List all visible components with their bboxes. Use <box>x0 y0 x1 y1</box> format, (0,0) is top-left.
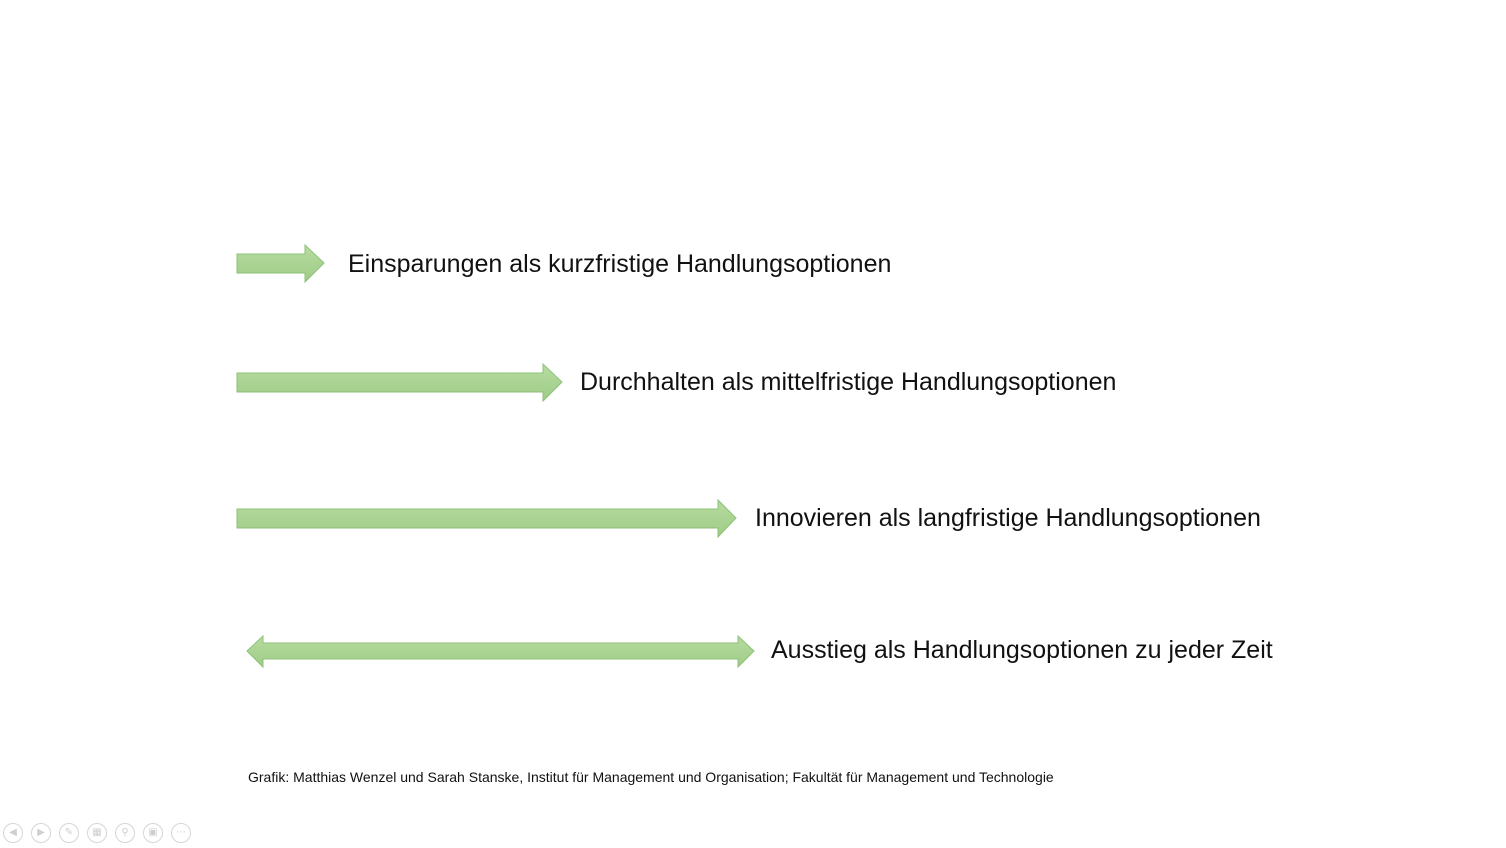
short-term-arrow <box>237 245 324 282</box>
medium-term-arrow <box>237 364 562 401</box>
short-term-option-label: Einsparungen als kurzfristige Handlungsoptionen <box>348 250 892 278</box>
next-icon[interactable]: ▶ <box>31 823 51 843</box>
anytime-double-arrow <box>247 636 754 667</box>
previous-icon[interactable]: ◀ <box>3 823 23 843</box>
medium-term-option-label: Durchhalten als mittelfristige Handlungsoptionen <box>580 368 1117 396</box>
anytime-option-label: Ausstieg als Handlungsoptionen zu jeder Zeit <box>771 636 1273 664</box>
pen-icon[interactable]: ✎ <box>59 823 79 843</box>
source-caption: Grafik: Matthias Wenzel und Sarah Stanske, Institut für Management und Organisation; Fakultät für Management und Technologie <box>248 769 1054 785</box>
more-icon[interactable]: ⋯ <box>171 823 191 843</box>
zoom-icon[interactable]: ⚲ <box>115 823 135 843</box>
slideshow-toolbar <box>3 823 191 845</box>
long-term-option-label: Innovieren als langfristige Handlungsoptionen <box>755 504 1261 532</box>
subtitles-icon[interactable]: ▣ <box>143 823 163 843</box>
long-term-arrow <box>237 500 736 537</box>
slides-grid-icon[interactable]: ▦ <box>87 823 107 843</box>
